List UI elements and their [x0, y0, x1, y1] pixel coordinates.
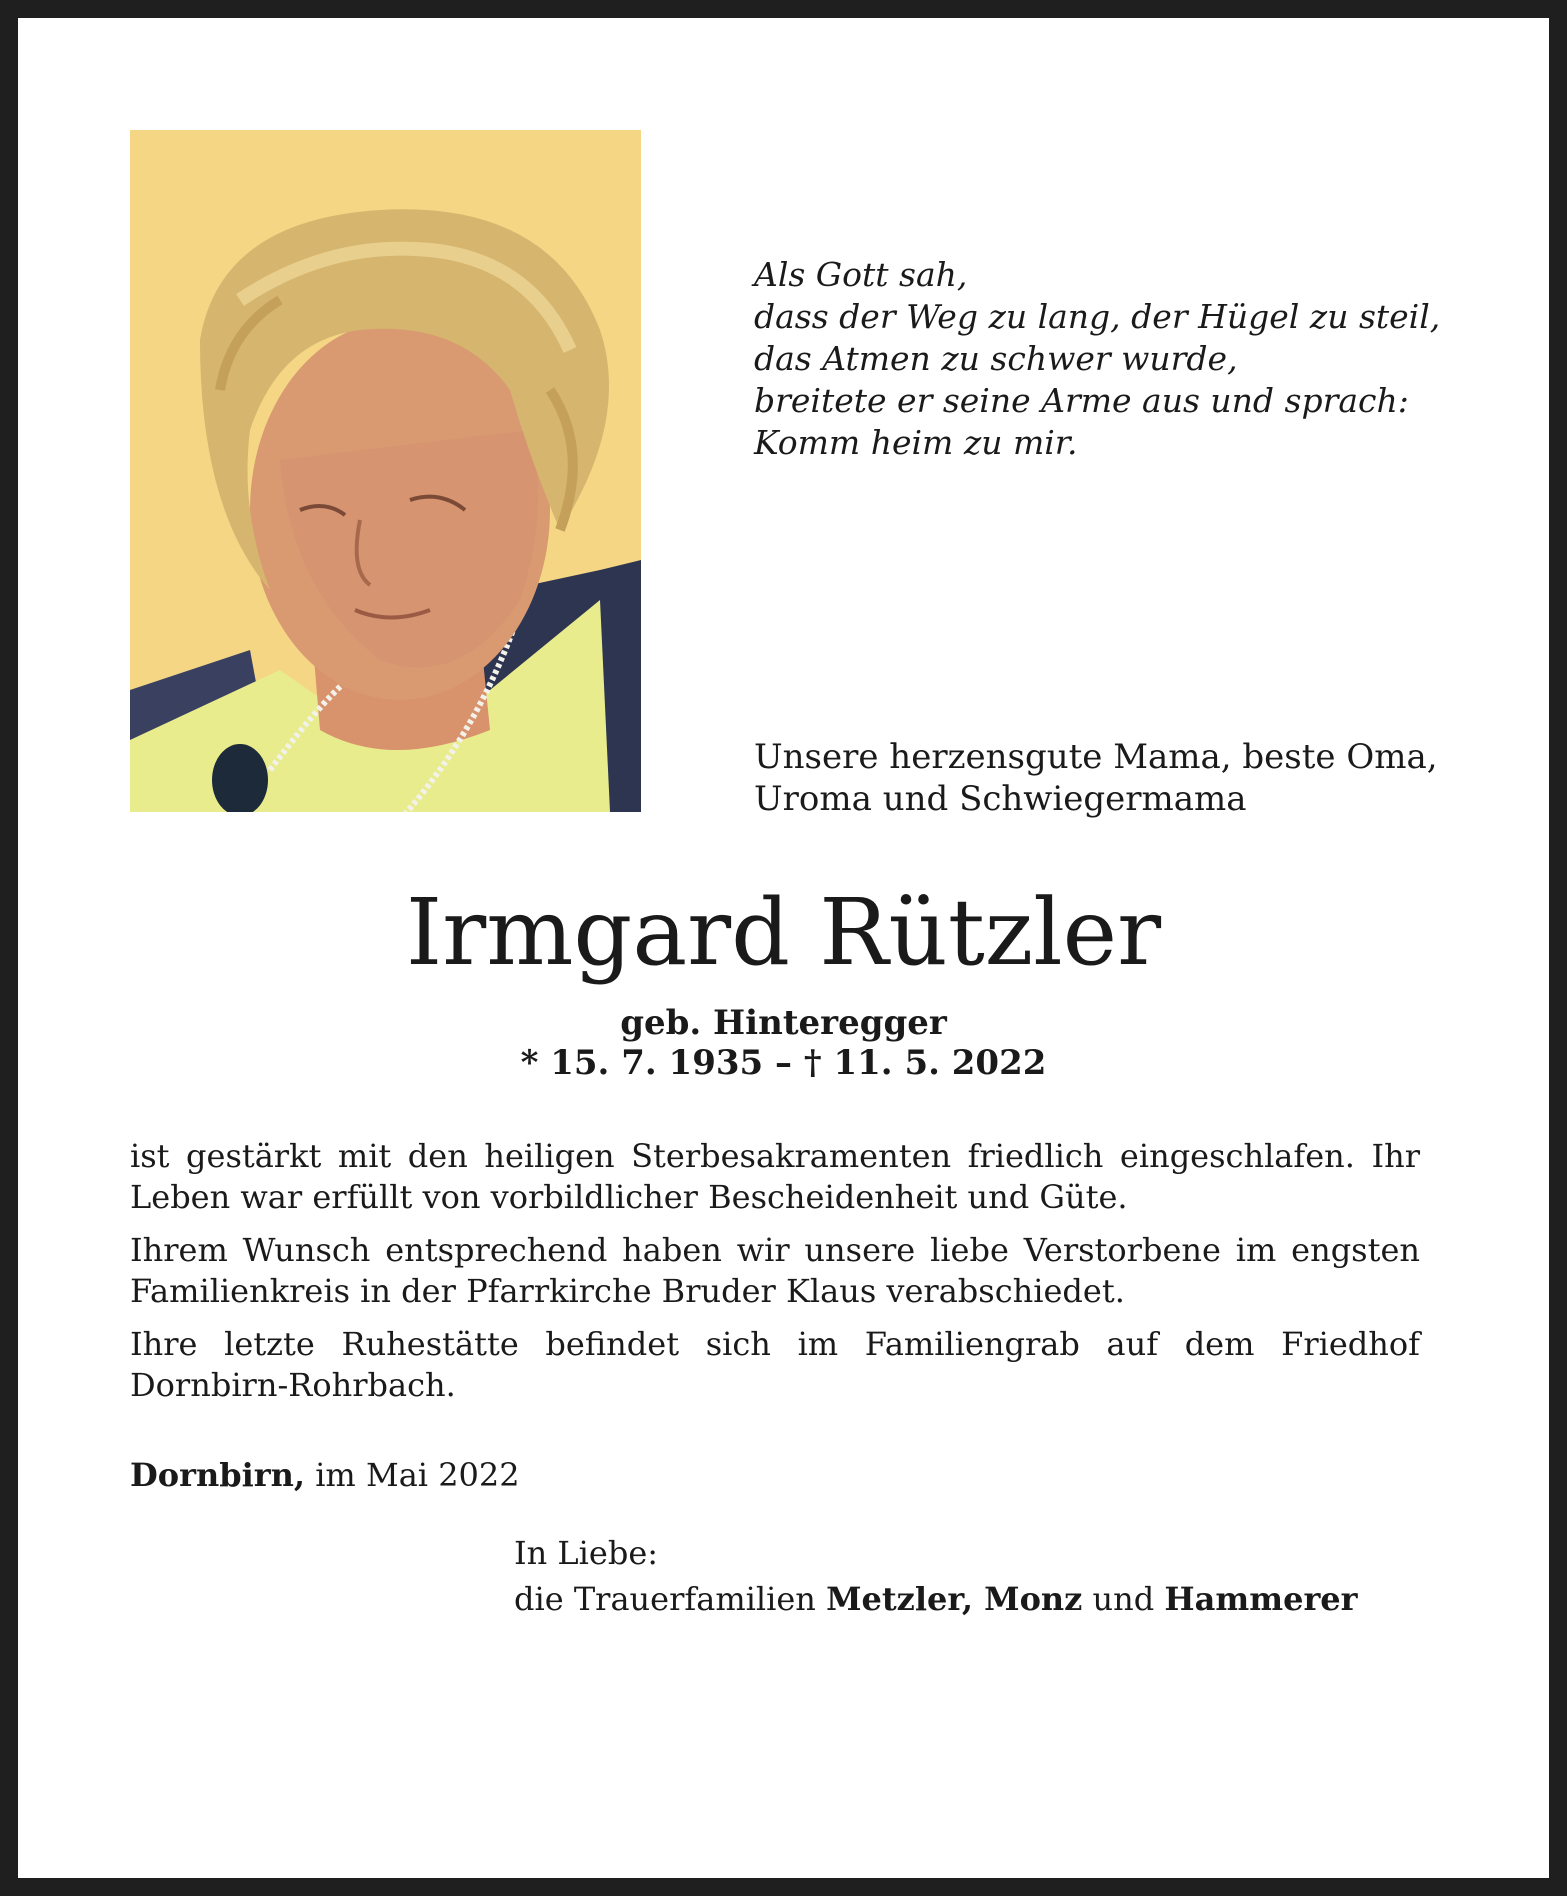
closing-families — [514, 1576, 1358, 1622]
poem-line: breitete er seine Arme aus und sprach: — [754, 381, 1409, 420]
place-date-text: im Mai 2022 — [305, 1456, 520, 1494]
obituary-body — [130, 1136, 1420, 1418]
family-names-2: Hammerer — [1164, 1580, 1358, 1618]
body-paragraph: ist gestärkt mit den heiligen Sterbesakramenten friedlich eingeschlafen. Ihr Leben war erfüllt von vorbildlicher Bescheidenheit und Güte. — [130, 1137, 1420, 1216]
closing-greeting: In Liebe: — [514, 1534, 659, 1572]
place-city: Dornbirn, — [130, 1456, 306, 1494]
families-joiner: und — [1082, 1580, 1165, 1618]
poem-line: Komm heim zu mir. — [754, 423, 1078, 462]
families-prefix: die Trauerfamilien — [514, 1580, 827, 1618]
family-names-1: Metzler, Monz — [826, 1580, 1083, 1618]
closing — [514, 1530, 1358, 1622]
body-paragraph: Ihre letzte Ruhestätte befindet sich im Familiengrab auf dem Friedhof Dornbirn-Rohrbach. — [130, 1325, 1420, 1404]
poem-line: Als Gott sah, — [754, 255, 968, 294]
birth-name: geb. Hinteregger — [620, 1003, 947, 1043]
intro-line: Unsere herzensgute Mama, beste Oma, — [754, 737, 1438, 777]
deceased-name: Irmgard Rützler — [405, 879, 1162, 986]
intro-text — [754, 736, 1438, 820]
body-paragraph: Ihrem Wunsch entsprechend haben wir unsere liebe Verstorbene im engsten Familienkreis in der Pfarrkirche Bruder Klaus verabschiedet. — [130, 1231, 1420, 1310]
portrait-illustration — [130, 130, 641, 812]
poem — [754, 254, 1440, 464]
poem-line: dass der Weg zu lang, der Hügel zu steil, — [754, 297, 1441, 336]
obituary-page — [18, 18, 1549, 1878]
portrait-photo — [130, 130, 641, 812]
poem-line: das Atmen zu schwer wurde, — [754, 339, 1238, 378]
place-date — [130, 1454, 520, 1496]
life-dates: * 15. 7. 1935 – † 11. 5. 2022 — [520, 1043, 1047, 1083]
intro-line: Uroma und Schwiegermama — [754, 779, 1247, 819]
